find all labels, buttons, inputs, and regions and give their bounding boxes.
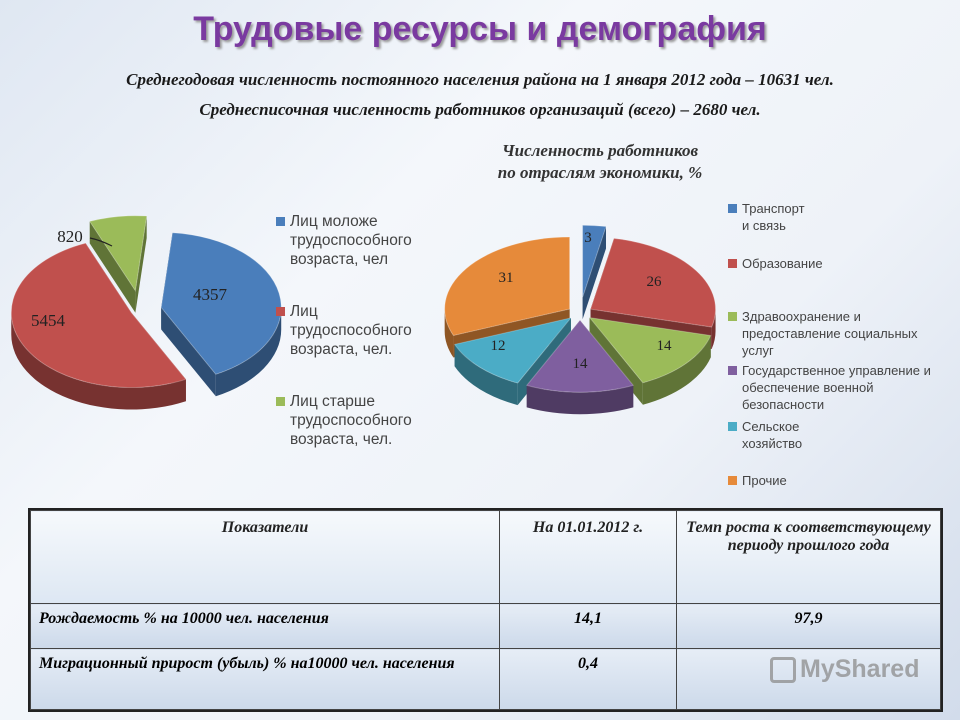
table-cell: Рождаемость % на 10000 чел. населения bbox=[31, 604, 500, 649]
pie-data-label: 14 bbox=[656, 338, 672, 354]
table-cell: 0,4 bbox=[500, 649, 677, 710]
pie-data-label: 5454 bbox=[31, 311, 65, 330]
legend-swatch bbox=[276, 307, 285, 316]
legend-swatch bbox=[728, 204, 737, 213]
watermark bbox=[770, 655, 919, 684]
sector-chart-title bbox=[430, 140, 770, 184]
population-text: Среднегодовая численность постоянного населения района на 1 января 2012 года – 10631 чел. bbox=[126, 70, 834, 89]
pie-data-label: 14 bbox=[572, 356, 588, 372]
legend-swatch bbox=[728, 366, 737, 375]
pie-data-label: 31 bbox=[498, 270, 514, 286]
table-row bbox=[31, 604, 941, 649]
legend-label: Лиц моложе трудоспособного возраста, чел bbox=[290, 213, 412, 268]
legend-label: Лиц старше трудоспособного возраста, чел. bbox=[290, 393, 412, 448]
pie-data-label: 12 bbox=[490, 338, 506, 354]
legend-label: Транспорт и связь bbox=[742, 201, 805, 233]
watermark-text: MyShared bbox=[800, 655, 920, 683]
table-cell: Миграционный прирост (убыль) % на10000 чел. населения bbox=[31, 649, 500, 710]
legend-swatch bbox=[728, 476, 737, 485]
legend-label: Прочие bbox=[742, 473, 787, 488]
legend-swatch bbox=[728, 312, 737, 321]
sector-pie-chart bbox=[440, 218, 730, 418]
legend-label: Здравоохранение и предоставление социальных услуг bbox=[742, 309, 918, 358]
pie-data-label: 3 bbox=[584, 230, 592, 246]
pie-data-label: 4357 bbox=[193, 285, 227, 304]
legend-label: Государственное управление и обеспечение военной безопасности bbox=[742, 363, 931, 412]
legend-label: Образование bbox=[742, 256, 823, 271]
legend-swatch bbox=[276, 217, 285, 226]
pie-data-label: 820 bbox=[57, 227, 83, 246]
table-header-cell: Темп роста к соответствующему периоду прошлого года bbox=[677, 511, 941, 604]
legend-swatch bbox=[728, 422, 737, 431]
pie-data-label: 26 bbox=[646, 274, 662, 290]
workers-text: Среднесписочная численность работников организаций (всего) – 2680 чел. bbox=[199, 100, 761, 119]
table-header-cell: Показатели bbox=[31, 511, 500, 604]
legend-label: Лиц трудоспособного возраста, чел. bbox=[290, 303, 412, 358]
sector-chart-title-line2: по отраслям экономики, % bbox=[497, 163, 703, 182]
sector-chart-title-line1: Численность работников bbox=[501, 141, 699, 160]
table-header-row bbox=[31, 511, 941, 604]
slide-title: Трудовые ресурсы и демография bbox=[193, 10, 767, 48]
legend-swatch bbox=[728, 259, 737, 268]
table-cell: 14,1 bbox=[500, 604, 677, 649]
age-pie-chart bbox=[0, 200, 270, 400]
watermark-logo-icon bbox=[770, 657, 796, 683]
legend-swatch bbox=[276, 397, 285, 406]
table-header-cell: На 01.01.2012 г. bbox=[500, 511, 677, 604]
table-cell: 97,9 bbox=[677, 604, 941, 649]
legend-label: Сельское хозяйство bbox=[742, 419, 803, 451]
